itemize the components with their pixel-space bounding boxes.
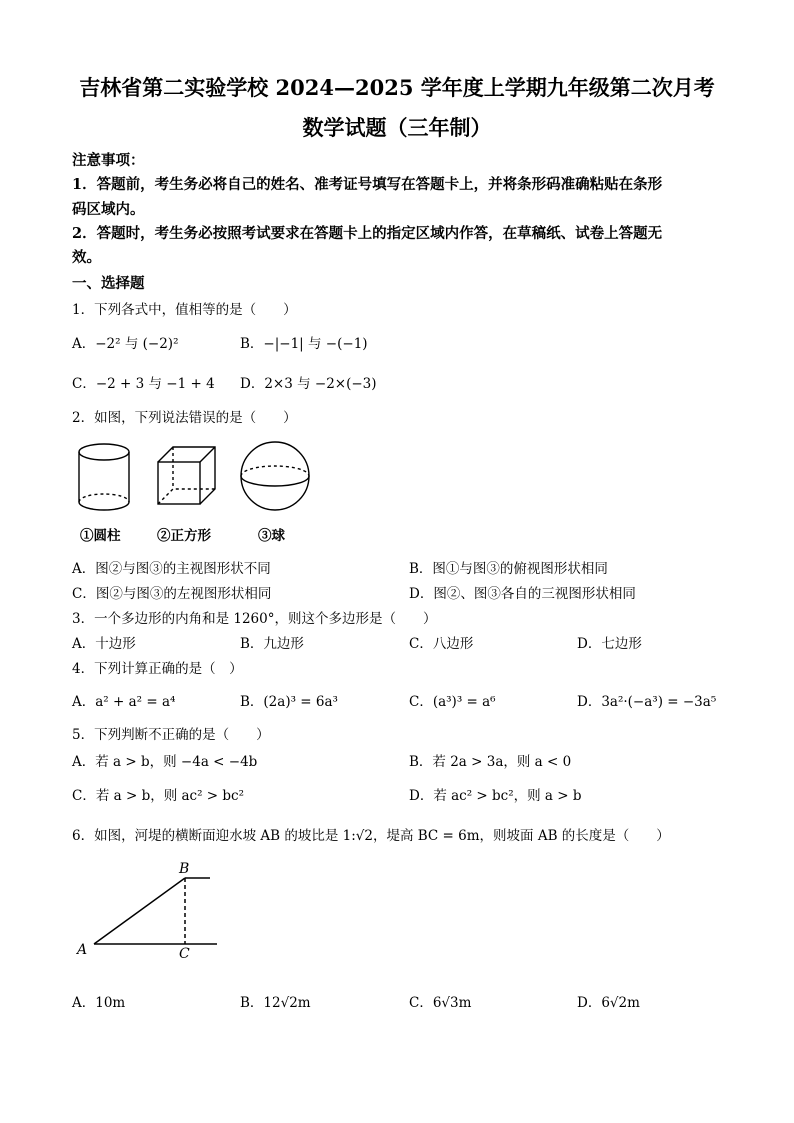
cube-figure xyxy=(158,447,215,504)
section-heading: 一、选择题 xyxy=(72,275,145,292)
question-5-option-b: B．若 2a > 3a，则 a < 0 xyxy=(409,754,572,770)
figure-point-a: A xyxy=(77,942,88,958)
figure-point-c: C xyxy=(179,946,190,962)
question-1-option-d: D．2×3 与 −2×(−3) xyxy=(240,376,377,392)
question-1-stem: 1．下列各式中，值相等的是（ ） xyxy=(72,302,297,318)
question-1-option-b: B．−|−1| 与 −(−1) xyxy=(240,336,368,352)
question-1-option-c: C．−2 + 3 与 −1 + 4 xyxy=(72,376,215,392)
page-subtitle: 数学试题（三年制） xyxy=(302,115,492,140)
question-2-option-a: A．图②与图③的主视图形状不同 xyxy=(72,561,271,577)
question-6-stem: 6．如图，河堤的横断面迎水坡 AB 的坡比是 1:√2，堤高 BC = 6m，则坡面 AB 的长度是（ ） xyxy=(72,828,670,844)
question-3-stem: 3．一个多边形的内角和是 1260°，则这个多边形是（ ） xyxy=(72,611,437,627)
question-4-option-a: A．a² + a² = a⁴ xyxy=(72,694,176,710)
cylinder-figure xyxy=(79,444,129,510)
question-3-option-d: D．七边形 xyxy=(577,636,642,652)
notice-item-2-line-2: 效。 xyxy=(72,249,101,266)
figure-label-cube: ②正方形 xyxy=(157,528,211,544)
page-title: 吉林省第二实验学校 2024—2025 学年度上学期九年级第二次月考 xyxy=(79,75,715,100)
notice-item-1-line-1: 1．答题前，考生务必将自己的姓名、准考证号填写在答题卡上，并将条形码准确粘贴在条形 xyxy=(72,176,663,193)
question-3-option-b: B．九边形 xyxy=(240,636,304,652)
question-4-stem: 4．下列计算正确的是（ ） xyxy=(72,661,243,677)
question-5-option-a: A．若 a > b，则 −4a < −4b xyxy=(72,754,258,770)
question-4-option-b: B．(2a)³ = 6a³ xyxy=(240,694,338,710)
figure-label-cylinder: ①圆柱 xyxy=(80,528,121,544)
notice-item-2-line-1: 2．答题时，考生务必按照考试要求在答题卡上的指定区域内作答，在草稿纸、试卷上答题无 xyxy=(72,225,663,242)
question-5-option-c: C．若 a > b，则 ac² > bc² xyxy=(72,788,245,804)
question-6-option-a: A．10m xyxy=(72,995,126,1011)
question-5-option-d: D．若 ac² > bc²，则 a > b xyxy=(409,788,582,804)
figure-label-sphere: ③球 xyxy=(258,528,285,544)
notice-item-1-line-2: 码区域内。 xyxy=(72,201,145,218)
question-5-stem: 5．下列判断不正确的是（ ） xyxy=(72,727,270,743)
notice-heading: 注意事项： xyxy=(72,152,145,169)
question-6-option-b: B．12√2m xyxy=(240,995,311,1011)
question-2-stem: 2．如图，下列说法错误的是（ ） xyxy=(72,410,297,426)
question-4-option-c: C．(a³)³ = a⁶ xyxy=(409,694,496,710)
question-6-option-c: C．6√3m xyxy=(409,995,472,1011)
embankment-figure xyxy=(70,858,230,968)
question-2-option-b: B．图①与图③的俯视图形状相同 xyxy=(409,561,608,577)
sphere-figure xyxy=(241,442,309,510)
figure-point-b: B xyxy=(179,861,190,877)
question-1-option-a: A．−2² 与 (−2)² xyxy=(72,336,179,352)
question-3-option-a: A．十边形 xyxy=(72,636,136,652)
question-4-option-d: D．3a²·(−a³) = −3a⁵ xyxy=(577,694,717,710)
question-2-option-d: D．图②、图③各自的三视图形状相同 xyxy=(409,586,636,602)
question-2-option-c: C．图②与图③的左视图形状相同 xyxy=(72,586,272,602)
question-6-option-d: D．6√2m xyxy=(577,995,640,1011)
question-3-option-c: C．八边形 xyxy=(409,636,474,652)
